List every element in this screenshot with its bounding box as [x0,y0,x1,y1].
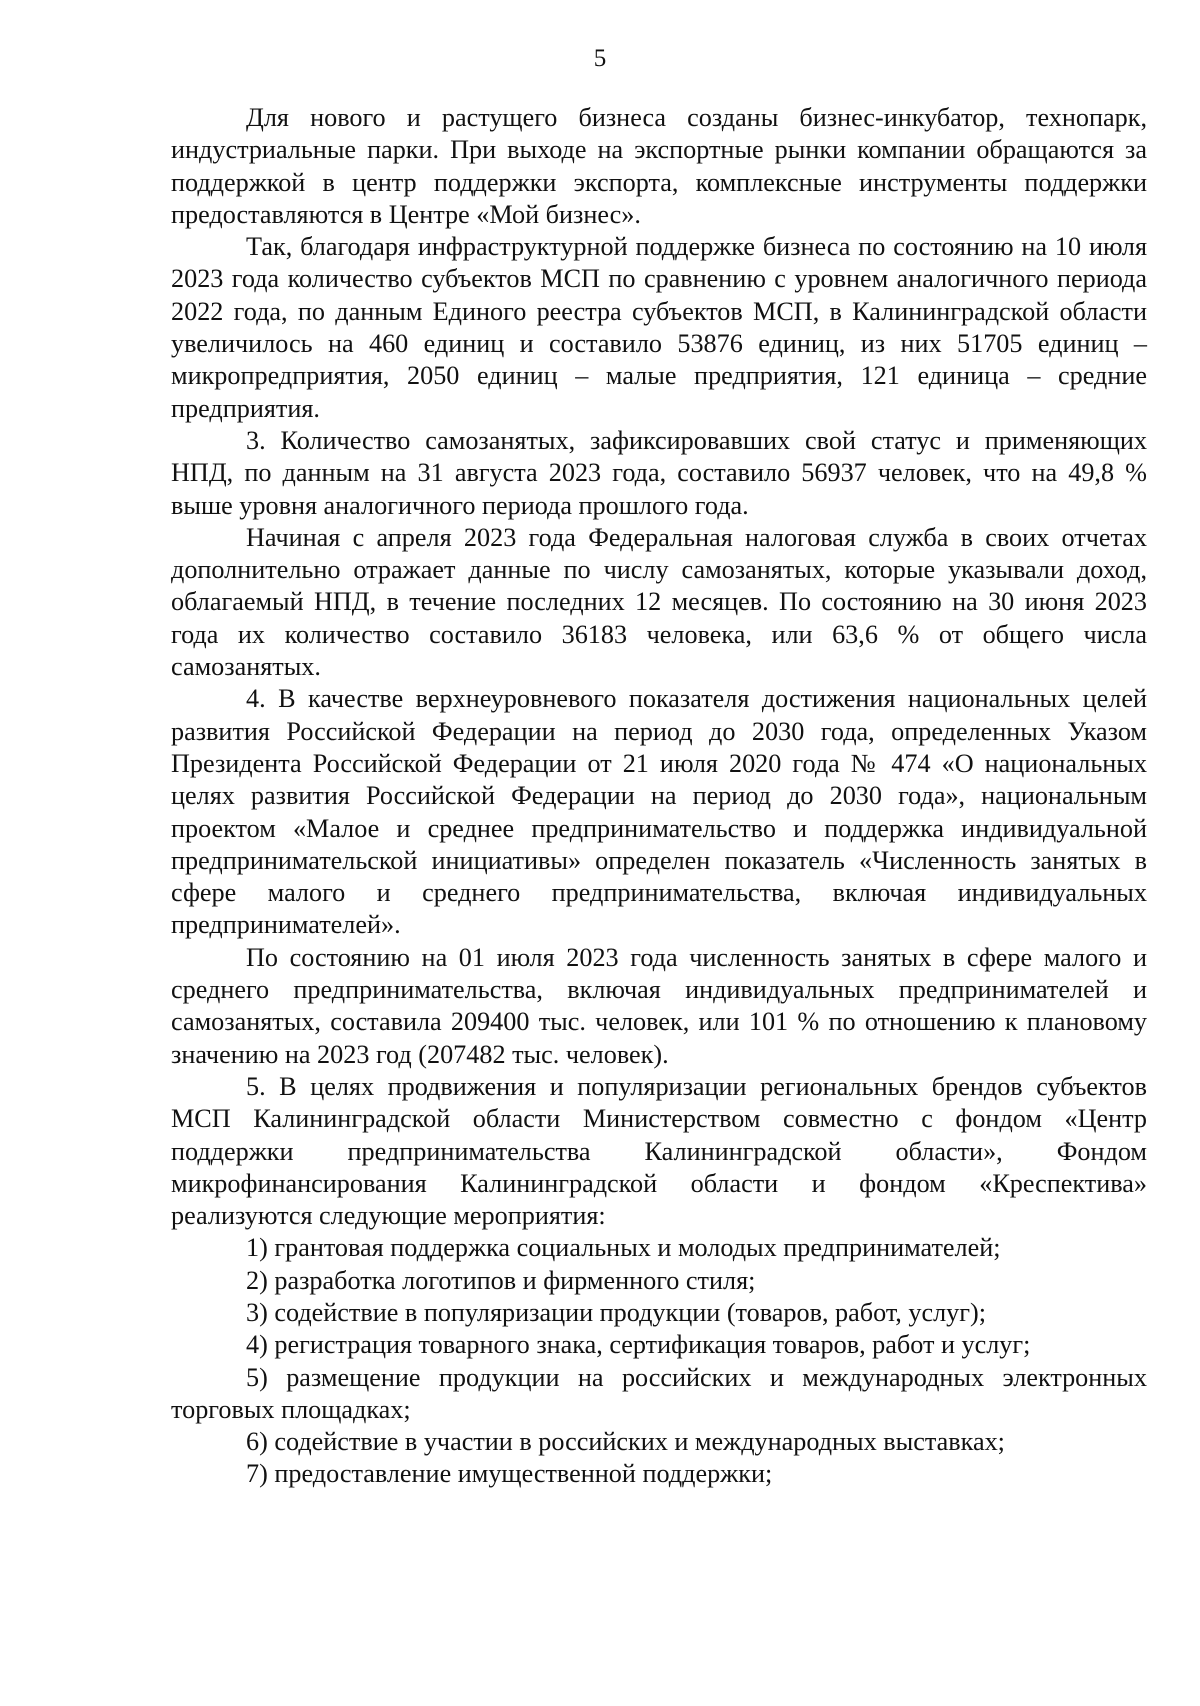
paragraph-brands: 5. В целях продвижения и популяризации региональных брендов субъектов МСП Калининградской области Министерством совместно с фондом «Центр поддержки предпринимательства Калининградской области», Фондом микрофинансирования Калининградской области и фондом «Креспектива» реализуются следующие мероприятия: [171,1071,1147,1231]
document-body [171,102,1147,1491]
paragraph-infrastructure: Для нового и растущего бизнеса созданы бизнес-инкубатор, технопарк, индустриальные парки. При выходе на экспортные рынки компании обращаются за поддержкой в центр поддержки экспорта, комплексные инструменты поддержки предоставляются в Центре «Мой бизнес». [171,103,1147,229]
paragraph-fns-reports: Начиная с апреля 2023 года Федеральная налоговая служба в своих отчетах дополнительно отражает данные по числу самозанятых, которые указывали доход, облагаемый НПД, в течение последних 12 месяцев. По состоянию на 30 июня 2023 года их количество составило 36183 человека, или 63,6 % от общего числа самозанятых. [171,522,1147,682]
paragraph-self-employed: 3. Количество самозанятых, зафиксировавших свой статус и применяющих НПД, по данным на 31 августа 2023 года, составило 56937 человек, что на 49,8 % выше уровня аналогичного периода прошлого года. [171,425,1147,520]
list-item: 1) грантовая поддержка социальных и молодых предпринимателей; [246,1233,1001,1263]
list-item: 2) разработка логотипов и фирменного стиля; [246,1265,756,1295]
list-item: 6) содействие в участии в российских и международных выставках; [246,1427,1005,1457]
paragraph-msp-count: Так, благодаря инфраструктурной поддержке бизнеса по состоянию на 10 июля 2023 года количество субъектов МСП по сравнению с уровнем аналогичного периода 2022 года, по данным Единого реестра субъектов МСП, в Калининградской области увеличилось на 460 единиц и составило 53876 единиц, из них 51705 единиц – микропредприятия, 2050 единиц – малые предприятия, 121 единица – средние предприятия. [171,232,1147,423]
paragraph-national-goals: 4. В качестве верхнеуровневого показателя достижения национальных целей развития Российской Федерации на период до 2030 года, определенных Указом Президента Российской Федерации от 21 июля 2020 года № 474 «О национальных целях развития Российской Федерации на период до 2030 года», национальным проектом «Малое и среднее предпринимательство и поддержка индивидуальной предпринимательской инициативы» определен показатель «Численность занятых в сфере малого и среднего предпринимательства, включая индивидуальных предпринимателей». [171,684,1147,940]
paragraph-employment: По состоянию на 01 июля 2023 года численность занятых в сфере малого и среднего предпринимательства, включая индивидуальных предпринимателей и самозанятых, составила 209400 тыс. человек, или 101 % по отношению к плановому значению на 2023 год (207482 тыс. человек). [171,942,1147,1069]
page-number: 5 [593,45,607,72]
list-item: 7) предоставление имущественной поддержки; [246,1459,773,1489]
list-item: 5) размещение продукции на российских и международных электронных торговых площадках; [171,1362,1147,1424]
list-item: 4) регистрация товарного знака, сертификация товаров, работ и услуг; [246,1330,1031,1360]
list-item: 3) содействие в популяризации продукции (товаров, работ, услуг); [246,1297,987,1327]
